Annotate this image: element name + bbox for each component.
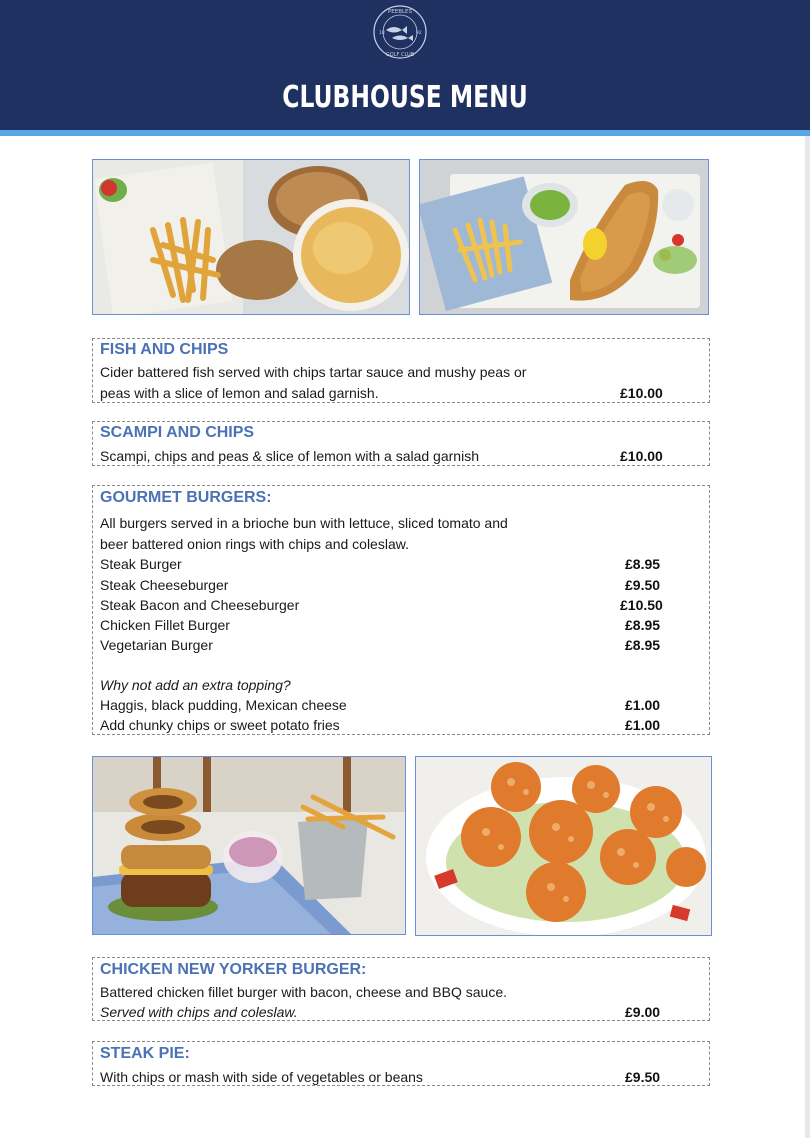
burger-item-price: £8.95 — [625, 617, 661, 633]
header-stripe — [0, 130, 810, 136]
steak-pie-description: With chips or mash with side of vegetables or beans — [100, 1069, 423, 1085]
svg-text:92: 92 — [416, 31, 422, 36]
fish-and-chips-photo — [419, 159, 709, 315]
gourmet-burgers-section — [92, 485, 710, 735]
fish-and-chips-description-line-1: Cider battered fish served with chips tartar sauce and mushy peas or — [100, 364, 527, 380]
steak-pie-section — [92, 1041, 710, 1086]
chicken-new-yorker-served-with: Served with chips and coleslaw. — [100, 1004, 298, 1020]
burger-item-name: Steak Bacon and Cheeseburger — [100, 597, 300, 613]
burger-with-onion-rings-photo — [92, 756, 406, 935]
fish-and-chips-price: £10.00 — [620, 385, 663, 401]
scampi-price: £10.00 — [620, 448, 663, 464]
extra-topping-price: £1.00 — [625, 717, 661, 733]
fish-and-chips-heading: FISH AND CHIPS — [100, 341, 229, 358]
sesame-chicken-bites-photo — [415, 756, 712, 936]
burgers-intro-line-2: beer battered onion rings with chips and coleslaw. — [100, 536, 409, 552]
chicken-new-yorker-section — [92, 957, 710, 1021]
steak-pie-heading: STEAK PIE: — [100, 1045, 190, 1062]
fish-and-chips-description-line-2: peas with a slice of lemon and salad garnish. — [100, 385, 379, 401]
extra-topping-question: Why not add an extra topping? — [100, 677, 291, 693]
extra-topping-price: £1.00 — [625, 697, 661, 713]
burger-item-price: £8.95 — [625, 637, 661, 653]
page-title: CLUBHOUSE MENU — [282, 80, 528, 115]
scampi-description: Scampi, chips and peas & slice of lemon with a salad garnish — [100, 448, 479, 464]
scampi-section — [92, 421, 710, 466]
burger-item-name: Steak Burger — [100, 556, 182, 572]
burger-item-name: Vegetarian Burger — [100, 637, 213, 653]
scampi-heading: SCAMPI AND CHIPS — [100, 424, 255, 441]
burger-item-price: £8.95 — [625, 556, 661, 572]
extra-topping-item: Haggis, black pudding, Mexican cheese — [100, 697, 347, 713]
menu-header — [0, 0, 810, 130]
burger-item-price: £10.50 — [620, 597, 663, 613]
burger-item-name: Chicken Fillet Burger — [100, 617, 230, 633]
mac-and-cheese-photo — [92, 159, 410, 315]
chicken-new-yorker-description: Battered chicken fillet burger with bacon, cheese and BBQ sauce. — [100, 984, 508, 1000]
burger-item-name: Steak Cheeseburger — [100, 577, 229, 593]
page-edge-shadow — [805, 136, 810, 1138]
chicken-new-yorker-heading: CHICKEN NEW YORKER BURGER: — [100, 961, 367, 978]
svg-text:GOLF CLUB: GOLF CLUB — [385, 52, 415, 58]
extra-topping-item: Add chunky chips or sweet potato fries — [100, 717, 340, 733]
golf-club-crest-logo — [372, 4, 428, 60]
chicken-new-yorker-price: £9.00 — [625, 1004, 661, 1020]
burger-item-price: £9.50 — [625, 577, 661, 593]
svg-text:PEEBLES: PEEBLES — [387, 9, 413, 15]
svg-text:18: 18 — [379, 31, 385, 36]
burgers-intro-line-1: All burgers served in a brioche bun with lettuce, sliced tomato and — [100, 515, 508, 531]
fish-and-chips-section — [92, 338, 710, 403]
gourmet-burgers-heading: GOURMET BURGERS: — [100, 489, 272, 506]
steak-pie-price: £9.50 — [625, 1069, 661, 1085]
